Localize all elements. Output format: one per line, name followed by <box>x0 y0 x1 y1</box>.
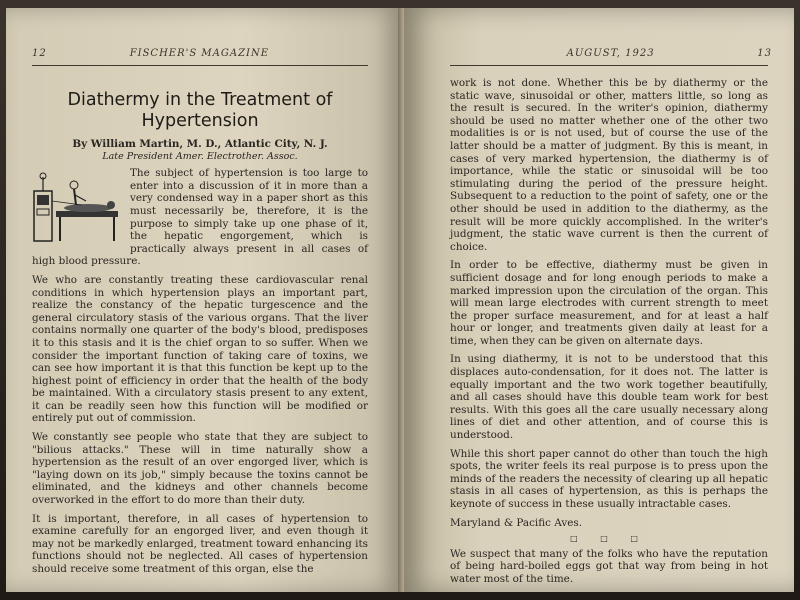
section-ornament: □ □ □ <box>570 534 648 544</box>
body-paragraph-5: In order to be effective, diathermy must be given in sufficient dosage and for long enough periods to make a marked impression upon the circulation of the organ. This will mean large electrodes with current strength to meet the proper surface measurement, and for at least a half hour or longer, and treatments given daily at least for a time, when they can be given on alternate days. <box>450 259 768 347</box>
body-paragraph-7: While this short paper cannot do other than touch the high spots, the writer feels its real purpose is to press upon the minds of the readers the necessity of clearing up all hepatic stasis in all cases of hypertension, as this is perhaps the keynote of success in these usually intractable cases. <box>450 447 768 510</box>
filler-paragraph: We suspect that many of the folks who have the reputation of being hard-boiled eggs got that way from being in hot water most of the time. <box>450 547 768 585</box>
author-address: Maryland & Pacific Aves. <box>450 516 583 529</box>
left-header-rule <box>32 65 368 66</box>
article-byline: By William Martin, M. D., Atlantic City, N. J. <box>72 138 328 150</box>
article-title: Diathermy in the Treatment of Hypertension <box>67 90 333 131</box>
body-paragraph-1: We who are constantly treating these cardiovascular renal conditions in which hypertension plays an important part, realize the constancy of the hepatic turgescence and the general circulatory stasis of the various organs. That the liver contains normally one quarter of the body's blood, predisposes it to this stasis and it is the chief organ to so suffer. When we consider the important function of taking care of toxins, we can see how important it is that this function be kept up to the highest point of efficiency in order that the health of the body be maintained. With a circulatory stasis present to any extent, it can be readily seen how this function will be modified or entirely put out of commission. <box>32 273 368 425</box>
right-running-header <box>450 48 772 59</box>
body-paragraph-6: In using diathermy, it is not to be understood that this displaces auto-condensation, for it does not. The latter is equally important and the two work together beautifully, and all cases should have this double team work for best results. With this goes all the care usually necessary along lines of diet and other attention, and of course this is understood. <box>450 353 768 442</box>
lead-paragraph <box>32 167 368 268</box>
right-page-number: 13 <box>757 48 772 59</box>
left-running-head: FISCHER'S MAGAZINE <box>129 48 270 59</box>
left-running-header <box>32 48 366 59</box>
lead-paragraph-text: The subject of hypertension is too large to enter into a discussion of it in more than a very condensed way in a paper short as this must necessarily be, therefore, it is the purpose to simply take up one phase of it, the hepatic engorgement, which is practically always present in all cases of high blood pressure. <box>32 167 368 268</box>
left-page-number: 12 <box>32 48 47 59</box>
diathermy-patient-illustration <box>32 171 122 245</box>
author-affiliation: Late President Amer. Electrother. Assoc. <box>102 150 298 162</box>
right-header-rule <box>450 65 768 66</box>
left-page <box>6 8 398 592</box>
right-page <box>404 8 794 592</box>
right-content <box>450 77 768 592</box>
left-content <box>32 76 368 582</box>
right-running-head: AUGUST, 1923 <box>566 48 655 59</box>
body-paragraph-2: We constantly see people who state that they are subject to "bilious attacks." These will in time naturally show a hypertension as the result of an over engorged liver, which is "laying down on its job," simply because the toxins cannot be eliminated, and the kidneys and other channels become overworked in the effort to do more than their duty. <box>32 431 368 507</box>
body-paragraph-3: It is important, therefore, in all cases of hypertension to examine carefully for an engorged liver, and even though it may not be markedly enlarged, treatment toward enhancing its functions should not be neglected. All cases of hypertension should receive some treatment of this organ, else the <box>32 512 368 575</box>
body-paragraph-4: work is not done. Whether this be by diathermy or the static wave, sinusoidal or other, matters little, so long as the result is secured. In the writer's opinion, diathermy should be used no matter whether one of the other two modalities is or is not used, but of course the use of the latter should be a matter of judgment. By this is meant, in cases of very marked hypertension, the diathermy is of importance, while the static or sinusoidal will be too stimulating during the period of the pressure height. Subsequent to a reduction to the point of safety, one or the other should be used in addition to the diathermy, as the result will be more quickly accomplished. In the writer's judgment, the static wave current is then the current of choice. <box>450 77 768 253</box>
